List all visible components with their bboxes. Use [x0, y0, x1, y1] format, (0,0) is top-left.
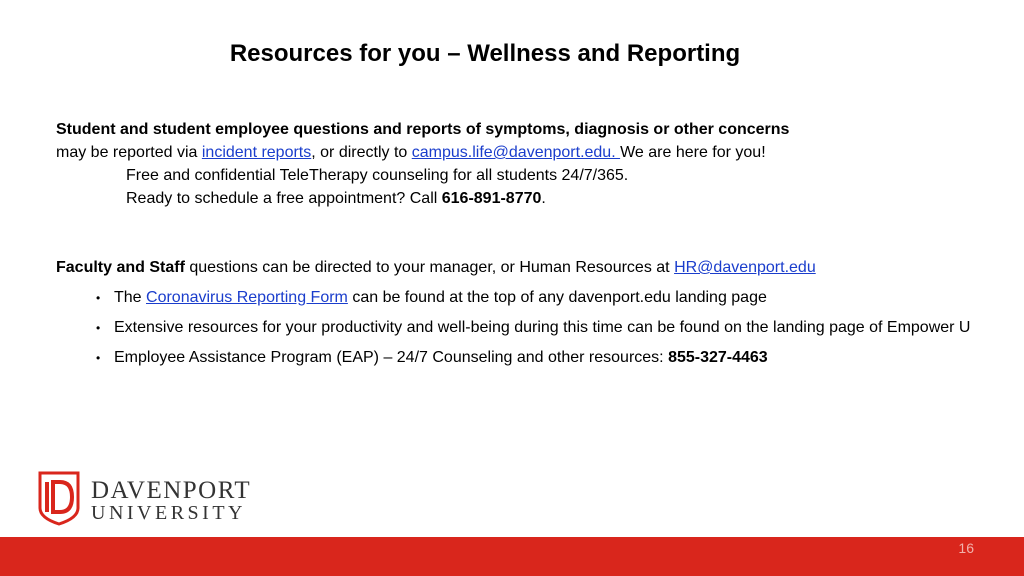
- reporting-suffix: We are here for you!: [620, 144, 766, 161]
- bullet-prefix: The: [114, 289, 147, 306]
- campus-life-email-link[interactable]: campus.life@davenport.edu.: [411, 144, 621, 161]
- list-item: [92, 347, 972, 369]
- list-item: [92, 317, 972, 339]
- faculty-text: questions can be directed to your manager, or Human Resources at: [184, 259, 675, 276]
- davenport-logo: [36, 470, 276, 526]
- student-heading: Student and student employee questions and reports of symptoms, diagnosis or other concerns: [56, 121, 790, 138]
- reporting-mid: , or directly to: [311, 144, 412, 161]
- footer-bar: [0, 537, 1024, 576]
- student-phone: 616-891-8770: [441, 190, 542, 207]
- incident-reports-link[interactable]: incident reports: [201, 144, 312, 161]
- appointment-suffix: .: [541, 190, 546, 207]
- list-item: [92, 287, 972, 309]
- faculty-line: [56, 256, 1006, 279]
- reporting-prefix: may be reported via: [56, 144, 202, 161]
- page-number: 16: [958, 540, 974, 556]
- bullet-text: Employee Assistance Program (EAP) – 24/7 Counseling and other resources:: [114, 349, 669, 366]
- student-reporting-line: [56, 141, 1006, 164]
- teletherapy-line: Free and confidential TeleTherapy counseling for all students 24/7/365.: [126, 167, 629, 184]
- appointment-prefix: Ready to schedule a free appointment? Call: [126, 190, 442, 207]
- logo-line-2: UNIVERSITY: [91, 502, 246, 524]
- hr-email-link[interactable]: HR@davenport.edu: [674, 259, 816, 276]
- faculty-label: Faculty and Staff: [56, 259, 185, 276]
- appointment-line: [56, 187, 1006, 210]
- shield-icon: [40, 473, 78, 524]
- student-section: [56, 118, 1006, 210]
- slide-title: Resources for you – Wellness and Reporting: [229, 40, 741, 67]
- bullet-suffix: can be found at the top of any davenport.edu landing page: [347, 289, 767, 306]
- logo-line-1: DAVENPORT: [91, 477, 252, 504]
- bullet-text: Extensive resources for your productivity and well-being during this time can be found on the landing page of Empower U: [114, 319, 971, 336]
- eap-phone: 855-327-4463: [668, 349, 768, 366]
- coronavirus-reporting-form-link[interactable]: Coronavirus Reporting Form: [146, 289, 348, 306]
- faculty-bullet-list: [92, 287, 972, 377]
